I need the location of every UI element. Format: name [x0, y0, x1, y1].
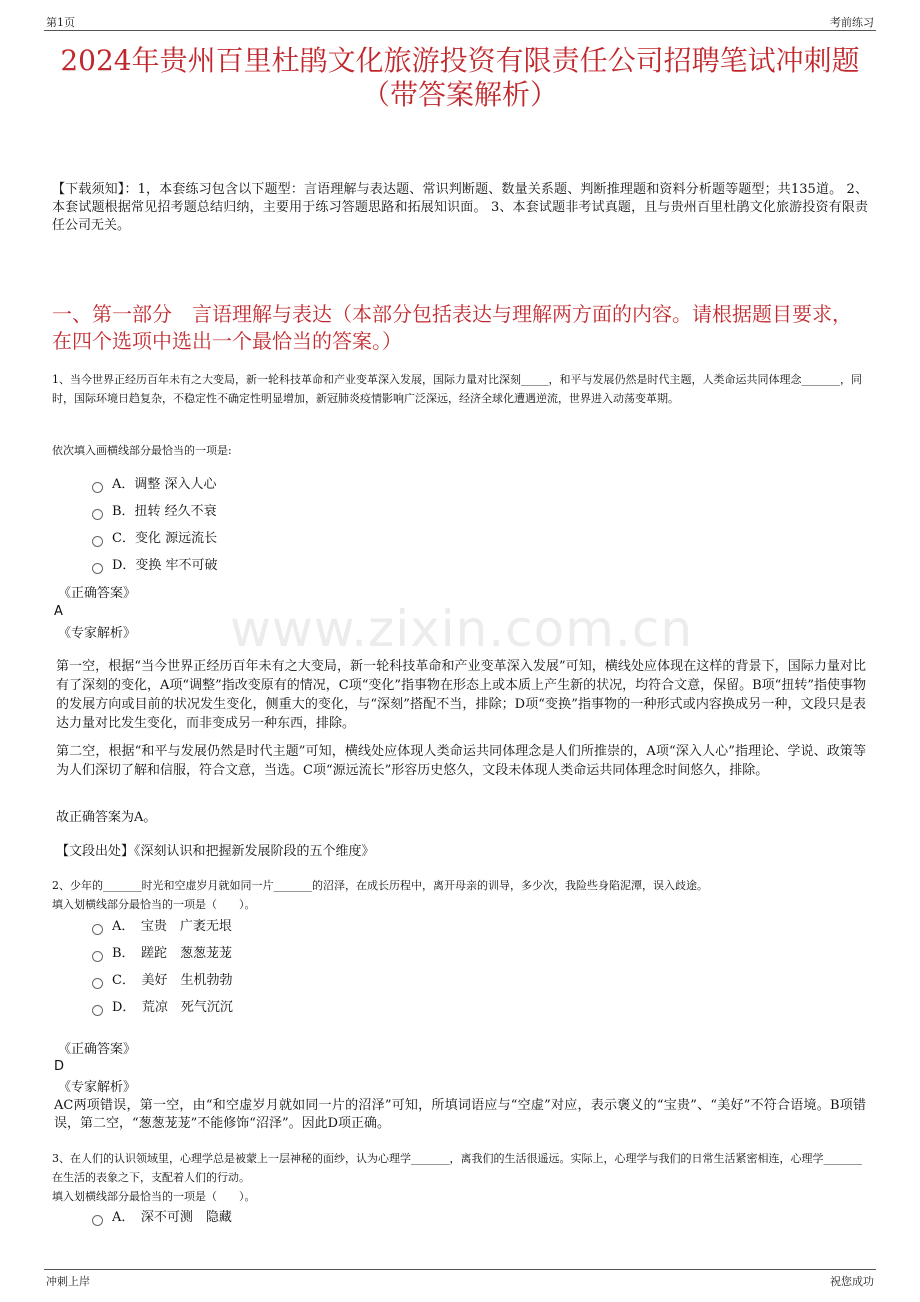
question-2-option-c[interactable] [92, 971, 232, 991]
radio-icon[interactable] [92, 951, 103, 962]
radio-icon[interactable] [92, 978, 103, 989]
answer-value: D [54, 1059, 65, 1074]
question-1-option-d[interactable] [92, 556, 218, 576]
question-2-option-a[interactable] [92, 917, 232, 937]
option-label: A．调整 深入人心 [112, 477, 217, 492]
page-title: 2024年贵州百里杜鹃文化旅游投资有限责任公司招聘笔试冲刺题（带答案解析） [60, 44, 860, 111]
footer-left: 冲刺上岸 [46, 1275, 90, 1288]
footer-divider [44, 1269, 876, 1270]
question-1-prompt: 依次填入画横线部分最恰当的一项是: [52, 444, 232, 457]
download-notice: 【下载须知】：1，本套练习包含以下题型：言语理解与表达题、常识判断题、数量关系题、判断推理题和资料分析题等题型；共135道。 2、本套试题根据常见招考题总结归纳，主要用于练习答题思路和拓展知识面。 3、本套试题非考试真题，且与贵州百里杜鹃文化旅游投资有限责任公司无关。 [52, 182, 868, 233]
question-2-option-b[interactable] [92, 944, 232, 964]
watermark: www.zixin.com.cn [230, 600, 694, 658]
analysis-paragraph: AC两项错误，第一空，由“和空虚岁月就如同一片的沼泽”可知，所填词语应与“空虚”对应，表示褒义的“宝贵”、“美好”不符合语境。B项错误，第二空，“葱葱茏茏”不能修饰“沼泽”。因此D项正确。 [54, 1098, 866, 1131]
question-3-option-a[interactable] [92, 1208, 232, 1228]
question-1-option-a[interactable] [92, 475, 217, 495]
analysis-label: 《专家解析》 [58, 626, 137, 641]
option-label: B． 蹉跎 葱葱茏茏 [112, 946, 233, 961]
question-2-prompt: 填入划横线部分最恰当的一项是（ ）。 [52, 898, 256, 911]
option-label: C．变化 源远流长 [112, 531, 218, 546]
footer-right: 祝您成功 [830, 1275, 874, 1288]
source-citation: 【文段出处】《深刻认识和把握新发展阶段的五个维度》 [56, 844, 375, 859]
option-label: C． 美好 生机勃勃 [112, 973, 233, 988]
radio-icon[interactable] [92, 536, 103, 547]
radio-icon[interactable] [92, 1005, 103, 1016]
answer-label: 《正确答案》 [58, 586, 137, 601]
radio-icon[interactable] [92, 563, 103, 574]
header-tag: 考前练习 [830, 16, 874, 29]
option-label: D．变换 牢不可破 [112, 558, 218, 573]
option-label: A． 宝贵 广袤无垠 [112, 919, 232, 934]
question-2-stem: 2、少年的_______时光和空虚岁月就如同一片_______的沼泽，在成长历程中，离开母亲的训导，多少次，我险些身陷泥潭，误入歧途。 [52, 879, 708, 892]
answer-value: A [54, 604, 63, 619]
radio-icon[interactable] [92, 482, 103, 493]
radio-icon[interactable] [92, 509, 103, 520]
question-1-stem: 1、当今世界正经历百年未有之大变局，新一轮科技革命和产业变革深入发展，国际力量对比深刻_____，和平与发展仍然是时代主题，人类命运共同体理念_______，同时，国际环境日趋复杂，不稳定性不确定性明显增加，新冠肺炎疫情影响广泛深远，经济全球化遭遇逆流，世界进入动荡变革期。 [52, 373, 862, 405]
radio-icon[interactable] [92, 924, 103, 935]
answer-label: 《正确答案》 [58, 1042, 137, 1057]
option-label: B．扭转 经久不衰 [112, 504, 217, 519]
page-number: 第1页 [46, 16, 75, 29]
radio-icon[interactable] [92, 1215, 103, 1226]
analysis-label: 《专家解析》 [58, 1080, 137, 1095]
question-1-option-c[interactable] [92, 529, 217, 549]
analysis-paragraph-1: 第一空，根据“当今世界正经历百年未有之大变局，新一轮科技革命和产业变革深入发展”可知，横线处应体现在这样的背景下，国际力量对比有了深刻的变化，A项“调整”指改变原有的情况，C项“变化”指事物在形态上或本质上产生新的状况，均符合文意，保留。B项“扭转”指使事物的发展方向或目前的状况发生变化，侧重大的变化，与“深刻”搭配不当，排除；D项“变换”指事物的一种形式或内容换成另一种，文段只是表达力量对比发生变化，而非变成另一种东西，排除。 [56, 659, 866, 731]
option-label: A． 深不可测 隐藏 [112, 1210, 232, 1225]
question-1-option-b[interactable] [92, 502, 217, 522]
section-heading: 一、第一部分 言语理解与表达（本部分包括表达与理解两方面的内容。请根据题目要求，在四个选项中选出一个最恰当的答案。） [52, 302, 852, 353]
option-label: D． 荒凉 死气沉沉 [112, 1000, 233, 1015]
analysis-conclusion: 故正确答案为A。 [56, 810, 157, 825]
header-divider [44, 30, 876, 31]
question-2-option-d[interactable] [92, 998, 233, 1018]
question-3-stem: 3、在人们的认识领域里，心理学总是被蒙上一层神秘的面纱，认为心理学_______，离我们的生活很遥远。实际上，心理学与我们的日常生活紧密相连，心理学_______在生活的表象之下，支配着人们的行动。 [52, 1152, 862, 1184]
question-3-prompt: 填入划横线部分最恰当的一项是（ ）。 [52, 1190, 256, 1203]
analysis-paragraph-2: 第二空，根据“和平与发展仍然是时代主题”可知，横线处应体现人类命运共同体理念是人们所推崇的，A项“深入人心”指理论、学说、政策等为人们深切了解和信服，符合文意，当选。C项“源远流长”形容历史悠久，文段未体现人类命运共同体理念时间悠久，排除。 [56, 744, 866, 778]
